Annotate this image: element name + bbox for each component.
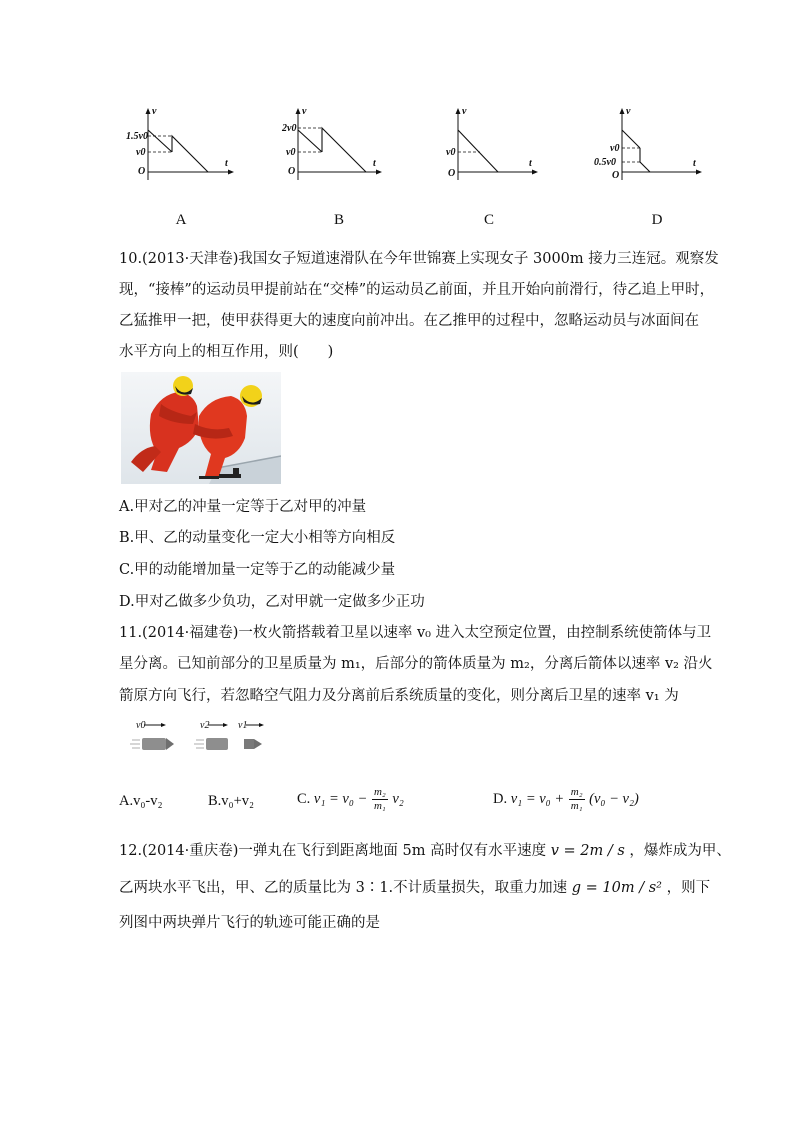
q11-line-2: 星分离。已知前部分的卫星质量为 m₁，后部分的箭体质量为 m₂，分离后箭体以速率 v₂ 沿火 xyxy=(119,656,713,672)
q10-option-b: B.甲、乙的动量变化一定大小相等方向相反 xyxy=(119,530,396,546)
graph-d xyxy=(582,108,712,190)
graph-c-svg xyxy=(418,108,548,190)
graph-b-svg xyxy=(256,108,386,190)
q10-line-3: 乙猛推甲一把，使甲获得更大的速度向前冲出。在乙推甲的过程中，忽略运动员与冰面间在 xyxy=(119,313,699,329)
q11-option-d-prefix: D. xyxy=(493,790,508,807)
graph-a-origin: O xyxy=(138,166,146,177)
q10-line-1: 10.(2013·天津卷)我国女子短道速滑队在今年世锦赛上实现女子 3000m 接力三连冠。观察发 xyxy=(119,251,719,267)
q11-option-a: A.v₀-v₂ xyxy=(119,793,163,809)
q10-line-4: 水平方向上的相互作用，则( ) xyxy=(119,344,334,360)
graph-a-label: A xyxy=(175,212,187,228)
q11-option-d xyxy=(493,786,639,813)
graph-d-label: D xyxy=(651,212,663,228)
q10-line-2: 现，“接棒”的运动员甲提前站在“交棒”的运动员乙前面，并且开始向前滑行，待乙追上甲时， xyxy=(119,282,715,298)
q10-option-d: D.甲对乙做多少负功，乙对甲就一定做多少正功 xyxy=(119,594,425,610)
q11-line-1: 11.(2014·福建卷)一枚火箭搭载着卫星以速率 v₀ 进入太空预定位置，由控制系统使箭体与卫 xyxy=(119,625,712,641)
graph-a-svg xyxy=(110,108,240,190)
graph-c-axis-t: t xyxy=(529,158,532,169)
graph-a-tick-1: 1.5v0 xyxy=(126,131,148,142)
graph-b xyxy=(256,108,386,190)
rocket-label-v1: v1 xyxy=(238,720,248,731)
q12-line-3: 列图中两块弹片飞行的轨迹可能正确的是 xyxy=(119,915,380,931)
q10-option-a: A.甲对乙的冲量一定等于乙对甲的冲量 xyxy=(119,499,367,515)
graph-a-tick-2: v0 xyxy=(136,147,146,158)
q12-gravity-math: g = 10m / s² xyxy=(571,880,662,896)
q11-option-c-den: m₁ xyxy=(373,800,386,812)
q11-option-c xyxy=(297,786,404,813)
q11-option-c-tail: v₂ xyxy=(392,790,404,807)
q11-option-d-fraction xyxy=(569,786,585,813)
q11-option-d-tail: (v₀ − v₂) xyxy=(589,790,639,807)
q11-option-d-num: m₂ xyxy=(570,786,583,798)
graph-d-svg xyxy=(582,108,712,190)
rocket-label-v0: v0 xyxy=(136,720,146,731)
q12-line-1 xyxy=(119,841,731,861)
graph-d-axis-v: v xyxy=(626,106,631,117)
graph-d-tick-1: v0 xyxy=(610,143,620,154)
graph-d-axis-t: t xyxy=(693,158,696,169)
graph-c-tick-1: v0 xyxy=(446,147,456,158)
graph-d-origin: O xyxy=(612,170,620,181)
q11-option-c-lhs: v₁ = v₀ − xyxy=(313,790,368,807)
q12-velocity-math: v = 2m / s xyxy=(550,843,625,859)
graph-c-label: C xyxy=(483,212,494,228)
q11-option-b: B.v₀+v₂ xyxy=(208,793,255,809)
graph-a-axis-v: v xyxy=(152,106,157,117)
q12-line-2 xyxy=(119,878,710,898)
q11-option-d-den: m₁ xyxy=(570,800,583,812)
q11-option-c-fraction xyxy=(372,786,388,813)
q11-line-3: 箭原方向飞行，若忽略空气阻力及分离前后系统质量的变化，则分离后卫星的速率 v₁ 为 xyxy=(119,688,679,704)
speed-skating-photo xyxy=(121,372,281,484)
q11-option-c-num: m₂ xyxy=(373,786,386,798)
q11-option-c-prefix: C. xyxy=(297,790,311,807)
q11-option-d-lhs: v₁ = v₀ + xyxy=(510,790,565,807)
q12-line-1-text-a: 12.(2014·重庆卷)一弹丸在飞行到距离地面 5m 高时仅有水平速度 xyxy=(119,843,547,859)
graph-a-axis-t: t xyxy=(225,158,228,169)
graph-d-tick-2: 0.5v0 xyxy=(594,157,616,168)
graph-a xyxy=(110,108,240,190)
graph-c-axis-v: v xyxy=(462,106,467,117)
q12-line-2-text-b: ，则下 xyxy=(666,880,711,896)
graph-b-tick-1: 2v0 xyxy=(282,123,297,134)
graph-b-axis-v: v xyxy=(302,106,307,117)
q12-line-2-text-a: 乙两块水平飞出，甲、乙的质量比为 3∶1.不计质量损失，取重力加速 xyxy=(119,880,568,896)
graph-b-tick-2: v0 xyxy=(286,147,296,158)
graph-c-origin: O xyxy=(448,168,456,179)
graph-b-axis-t: t xyxy=(373,158,376,169)
rocket-label-v2: v2 xyxy=(200,720,210,731)
rocket-separation-figure xyxy=(128,718,278,756)
graph-b-origin: O xyxy=(288,166,296,177)
graph-c xyxy=(418,108,548,190)
q12-line-1-text-b: ，爆炸成为甲、 xyxy=(629,843,731,859)
graph-b-label: B xyxy=(333,212,344,228)
q10-option-c: C.甲的动能增加量一定等于乙的动能减少量 xyxy=(119,562,396,578)
